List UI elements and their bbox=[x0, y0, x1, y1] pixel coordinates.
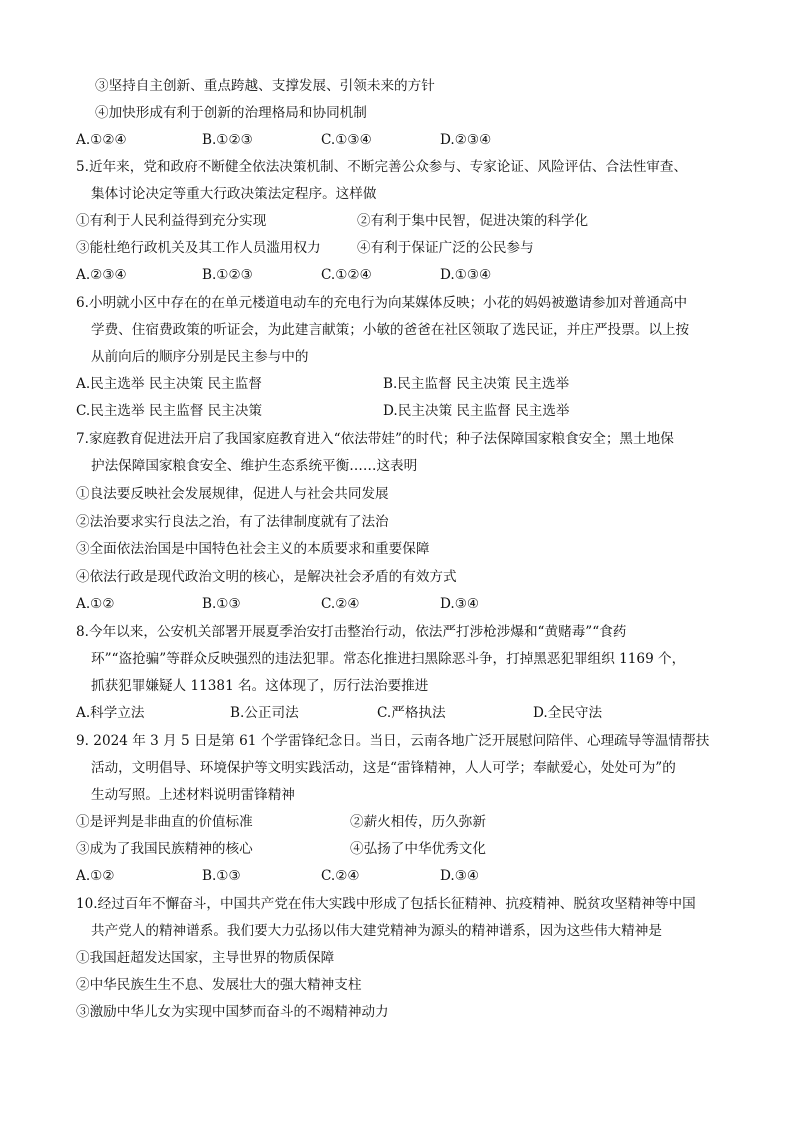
question-5-items-row-1 bbox=[0, 212, 794, 230]
question-9-item-4: ④弘扬了中华优秀文化 bbox=[350, 841, 486, 857]
question-9-stem-line-1: 9. 2024 年 3 月 5 日是第 61 个学雷锋纪念日。当日，云南各地广泛开展慰问陪伴、心理疏导等温情帮扶 bbox=[76, 733, 710, 749]
option-d: D.①③④ bbox=[440, 267, 492, 283]
question-4-item-3: ③坚持自主创新、重点跨越、支撑发展、引领未来的方针 bbox=[95, 78, 435, 94]
option-a: A.民主选举 民主决策 民主监督 bbox=[76, 376, 262, 392]
question-5-options bbox=[0, 266, 794, 284]
question-4-item-4: ④加快形成有利于创新的治理格局和协同机制 bbox=[95, 105, 367, 121]
option-b: B.公正司法 bbox=[230, 705, 299, 721]
question-5-stem-line-1: 5.近年来，党和政府不断健全依法决策机制、不断完善公众参与、专家论证、风险评估、合法性审查、 bbox=[76, 159, 688, 175]
question-9-items-row-2 bbox=[0, 840, 794, 858]
question-9-item-2: ②薪火相传，历久弥新 bbox=[350, 814, 486, 830]
question-5-stem-line-2: 集体讨论决定等重大行政决策法定程序。这样做 bbox=[91, 186, 377, 202]
option-d: D.③④ bbox=[440, 868, 480, 884]
option-c: C.②④ bbox=[321, 868, 360, 884]
option-a: A.①② bbox=[76, 596, 115, 612]
option-a: A.②③④ bbox=[76, 267, 127, 283]
question-6-stem-line-2: 学费、住宿费政策的听证会，为此建言献策；小敏的爸爸在社区领取了选民证，并庄严投票。以上按 bbox=[91, 322, 690, 338]
question-7-options bbox=[0, 595, 794, 613]
question-7-item-2: ②法治要求实行良法之治，有了法律制度就有了法治 bbox=[76, 514, 389, 530]
option-b: B.①③ bbox=[202, 596, 241, 612]
option-c: C.严格执法 bbox=[377, 705, 446, 721]
question-6-stem-line-3: 从前向后的顺序分别是民主参与中的 bbox=[91, 349, 309, 365]
option-a: A.①② bbox=[76, 868, 115, 884]
option-a: A.①②④ bbox=[76, 132, 127, 148]
option-d: D.②③④ bbox=[440, 132, 492, 148]
question-5-item-4: ④有利于保证广泛的公民参与 bbox=[357, 240, 534, 256]
question-9-item-3: ③成为了我国民族精神的核心 bbox=[76, 841, 253, 857]
question-9-stem-line-2: 活动，文明倡导、环境保护等文明实践活动，这是“雷锋精神，人人可学；奉献爱心，处处可为”的 bbox=[91, 760, 676, 776]
question-10-item-1: ①我国赶超发达国家，主导世界的物质保障 bbox=[76, 950, 335, 966]
question-8-options bbox=[0, 704, 794, 722]
question-5-item-1: ①有利于人民利益得到充分实现 bbox=[76, 213, 267, 229]
question-9-options bbox=[0, 867, 794, 885]
question-10-item-3: ③激励中华儿女为实现中国梦而奋斗的不竭精神动力 bbox=[76, 1004, 389, 1020]
question-9-stem-line-3: 生动写照。上述材料说明雷锋精神 bbox=[91, 787, 295, 803]
question-6-options-row-1 bbox=[0, 375, 794, 393]
question-7-item-3: ③全面依法治国是中国特色社会主义的本质要求和重要保障 bbox=[76, 541, 430, 557]
question-10-item-2: ②中华民族生生不息、发展壮大的强大精神支柱 bbox=[76, 977, 362, 993]
question-7-stem-line-2: 护法保障国家粮食安全、维护生态系统平衡……这表明 bbox=[91, 458, 418, 474]
question-8-stem-line-2: 环”“盗抢骗”等群众反映强烈的违法犯罪。常态化推进扫黑除恶斗争，打掉黑恶犯罪组织 1169 个， bbox=[91, 651, 686, 667]
question-7-item-4: ④依法行政是现代政治文明的核心，是解决社会矛盾的有效方式 bbox=[76, 569, 457, 585]
question-9-item-1: ①是评判是非曲直的价值标准 bbox=[76, 814, 253, 830]
option-a: A.科学立法 bbox=[76, 705, 145, 721]
option-c: C.②④ bbox=[321, 596, 360, 612]
option-d: D.③④ bbox=[440, 596, 480, 612]
question-6-options-row-2 bbox=[0, 402, 794, 420]
option-b: B.①③ bbox=[202, 868, 241, 884]
option-b: B.①②③ bbox=[202, 132, 253, 148]
option-b: B.①②③ bbox=[202, 267, 253, 283]
question-10-stem-line-2: 共产党人的精神谱系。我们要大力弘扬以伟大建党精神为源头的精神谱系，因为这些伟大精神是 bbox=[91, 923, 662, 939]
question-5-item-2: ②有利于集中民智，促进决策的科学化 bbox=[357, 213, 589, 229]
option-d: D.全民守法 bbox=[533, 705, 603, 721]
question-7-stem-line-1: 7.家庭教育促进法开启了我国家庭教育进入“依法带娃”的时代；种子法保障国家粮食安全；黑土地保 bbox=[76, 431, 674, 447]
question-8-stem-line-3: 抓获犯罪嫌疑人 11381 名。这体现了，厉行法治要推进 bbox=[91, 678, 429, 694]
option-c: C.①②④ bbox=[321, 267, 372, 283]
question-8-stem-line-1: 8.今年以来，公安机关部署开展夏季治安打击整治行动，依法严打涉枪涉爆和“黄赌毒”“食药 bbox=[76, 624, 627, 640]
question-7-item-1: ①良法要反映社会发展规律，促进人与社会共同发展 bbox=[76, 486, 389, 502]
option-c: C.①③④ bbox=[321, 132, 372, 148]
question-9-items-row-1 bbox=[0, 813, 794, 831]
question-6-stem-line-1: 6.小明就小区中存在的在单元楼道电动车的充电行为向某媒体反映；小花的妈妈被邀请参加对普通高中 bbox=[76, 295, 688, 311]
question-10-stem-line-1: 10.经过百年不懈奋斗，中国共产党在伟大实践中形成了包括长征精神、抗疫精神、脱贫攻坚精神等中国 bbox=[76, 896, 696, 912]
question-5-item-3: ③能杜绝行政机关及其工作人员滥用权力 bbox=[76, 240, 321, 256]
question-5-items-row-2 bbox=[0, 239, 794, 257]
option-d: D.民主决策 民主监督 民主选举 bbox=[383, 403, 570, 419]
question-4-options bbox=[0, 131, 794, 149]
option-c: C.民主选举 民主监督 民主决策 bbox=[76, 403, 263, 419]
option-b: B.民主监督 民主决策 民主选举 bbox=[383, 376, 570, 392]
